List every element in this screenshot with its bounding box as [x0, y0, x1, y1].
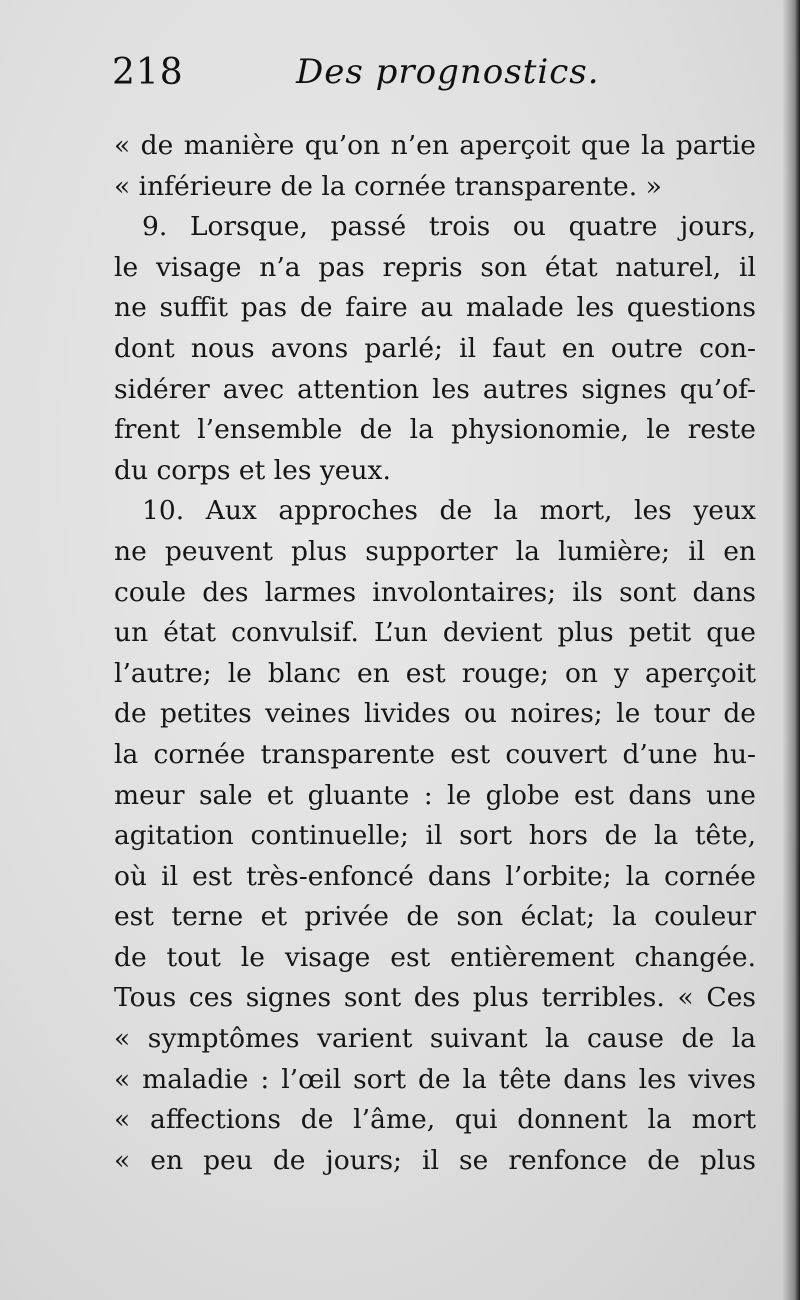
text-line: dont nous avons parlé; il faut en outre con-: [114, 332, 756, 364]
text-line: le visage n’a pas repris son état naturel, il: [114, 251, 756, 283]
text-line: « de manière qu’on n’en aperçoit que la partie: [114, 130, 756, 161]
paragraph-start-line: 9. Lorsque, passé trois ou quatre jours,: [142, 211, 756, 243]
text-line: Tous ces signes sont des plus terribles. « Ces: [114, 982, 756, 1014]
text-line: de petites veines livides ou noires; le tour de: [114, 698, 756, 730]
text-line: « symptômes varient suivant la cause de la: [114, 1023, 756, 1055]
text-line: l’autre; le blanc en est rouge; on y aperçoit: [114, 657, 756, 689]
text-line: où il est très-enfoncé dans l’orbite; la cornée: [114, 860, 756, 892]
text-line: frent l’ensemble de la physionomie, le reste: [114, 414, 756, 446]
text-line: « inférieure de la cornée transparente. »: [114, 170, 662, 202]
body-text: [114, 126, 756, 1181]
running-title: Des prognostics.: [296, 52, 600, 92]
text-line: coule des larmes involontaires; ils sont dans: [114, 576, 756, 608]
text-line: « maladie : l’œil sort de la tête dans les vives: [114, 1063, 756, 1095]
text-line: ne suffit pas de faire au malade les questions: [114, 292, 756, 324]
text-line: agitation continuelle; il sort hors de la tête,: [114, 820, 756, 852]
text-line: « en peu de jours; il se renfonce de plus: [114, 1144, 756, 1176]
page-number: 218: [112, 52, 184, 93]
text-line: de tout le visage est entièrement changée.: [114, 941, 756, 973]
text-line: ne peuvent plus supporter la lumière; il en: [114, 535, 756, 567]
paragraph-start-line: 10. Aux approches de la mort, les yeux: [142, 495, 756, 527]
text-line: du corps et les yeux.: [114, 454, 391, 486]
text-line: sidérer avec attention les autres signes qu’of-: [114, 373, 756, 405]
text-line: meur sale et gluante : le globe est dans une: [114, 779, 756, 811]
text-line: un état convulsif. L’un devient plus petit que: [114, 617, 756, 649]
text-line: est terne et privée de son éclat; la couleur: [114, 901, 756, 933]
text-line: la cornée transparente est couvert d’une hu-: [114, 738, 756, 770]
text-line: « affections de l’âme, qui donnent la mort: [114, 1104, 756, 1136]
page-header: [112, 52, 752, 112]
